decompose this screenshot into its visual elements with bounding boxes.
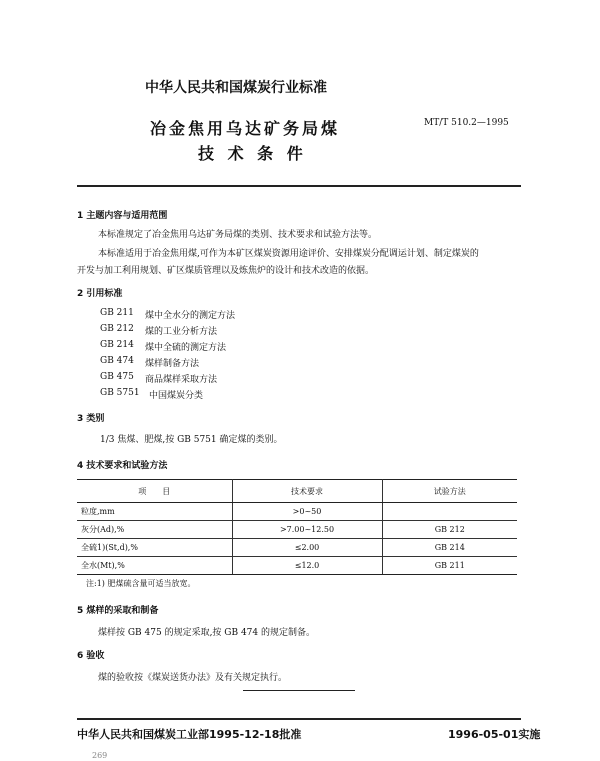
ref-title: 商品煤样采取方法 [145, 375, 218, 385]
table-cell-method: GB 212 [382, 521, 517, 539]
table-cell-requirement: >7.00~12.50 [232, 521, 382, 539]
table-row [77, 503, 517, 521]
table-cell-requirement: ≤12.0 [232, 557, 382, 575]
table-header-row [77, 480, 517, 503]
page-number: 269 [92, 751, 108, 760]
org-standard-title: 中华人民共和国煤炭行业标准 [145, 80, 327, 96]
ref-title: 煤中全水分的测定方法 [145, 311, 236, 321]
table-cell-item: 全硫1)(St,d),% [77, 539, 232, 557]
tech-requirements-table [77, 479, 517, 575]
ref-code: GB 474 [100, 356, 134, 366]
section-1-paragraph-2b: 开发与加工利用规划、矿区煤质管理以及炼焦炉的设计和技术改造的依据。 [77, 266, 375, 276]
section-1-paragraph-2a: 本标准适用于冶金焦用煤,可作为本矿区煤炭资源用途评价、安排煤炭分配调运计划、制定煤炭的 [98, 249, 479, 259]
table-row [77, 557, 517, 575]
section-1-paragraph-1: 本标准规定了冶金焦用乌达矿务局煤的类别、技术要求和试验方法等。 [98, 230, 378, 240]
section-2-heading: 2 引用标准 [77, 289, 123, 299]
implementation-date: 1996-05-01实施 [448, 728, 541, 741]
footer-rule [77, 718, 521, 720]
section-5-heading: 5 煤样的采取和制备 [77, 606, 159, 616]
table-cell-requirement: >0~50 [232, 503, 382, 521]
section-3-heading: 3 类别 [77, 414, 105, 424]
section-6-paragraph: 煤的验收按《煤炭送货办法》及有关规定执行。 [98, 673, 288, 683]
table-cell-requirement: ≤2.00 [232, 539, 382, 557]
section-4-heading: 4 技术要求和试验方法 [77, 461, 168, 471]
ref-title: 中国煤炭分类 [149, 391, 204, 401]
ref-code: GB 212 [100, 324, 134, 334]
table-row [77, 539, 517, 557]
table-header-cell: 项 目 [77, 480, 232, 503]
ref-code: GB 211 [100, 308, 134, 318]
doc-title-line1: 冶金焦用乌达矿务局煤 [150, 119, 341, 138]
ref-title: 煤中全硫的测定方法 [145, 343, 227, 353]
ref-code: GB 214 [100, 340, 134, 350]
ref-title: 煤的工业分析方法 [145, 327, 218, 337]
table-row [77, 521, 517, 539]
section-1-heading: 1 主题内容与适用范围 [77, 211, 168, 221]
header-rule [77, 185, 521, 187]
table-cell-item: 粒度,mm [77, 503, 232, 521]
table-cell-method: GB 211 [382, 557, 517, 575]
doc-title-line2: 技 术 条 件 [198, 144, 307, 163]
ref-code: GB 5751 [100, 388, 140, 398]
table-cell-item: 全水(Mt),% [77, 557, 232, 575]
standard-code: MT/T 510.2—1995 [424, 118, 509, 128]
table-header-cell: 试验方法 [382, 480, 517, 503]
table-cell-item: 灰分(Ad),% [77, 521, 232, 539]
table-cell-method: GB 214 [382, 539, 517, 557]
table-cell-method [382, 503, 517, 521]
ref-code: GB 475 [100, 372, 134, 382]
end-rule [243, 690, 355, 691]
approval-text: 中华人民共和国煤炭工业部1995-12-18批准 [77, 728, 302, 741]
section-3-paragraph: 1/3 焦煤、肥煤,按 GB 5751 确定煤的类别。 [100, 435, 283, 445]
ref-title: 煤样制备方法 [145, 359, 200, 369]
table-header-cell: 技术要求 [232, 480, 382, 503]
section-5-paragraph: 煤样按 GB 475 的规定采取,按 GB 474 的规定制备。 [98, 628, 315, 638]
section-6-heading: 6 验收 [77, 651, 105, 661]
table-note: 注:1) 肥煤硫含量可适当放宽。 [86, 579, 196, 588]
